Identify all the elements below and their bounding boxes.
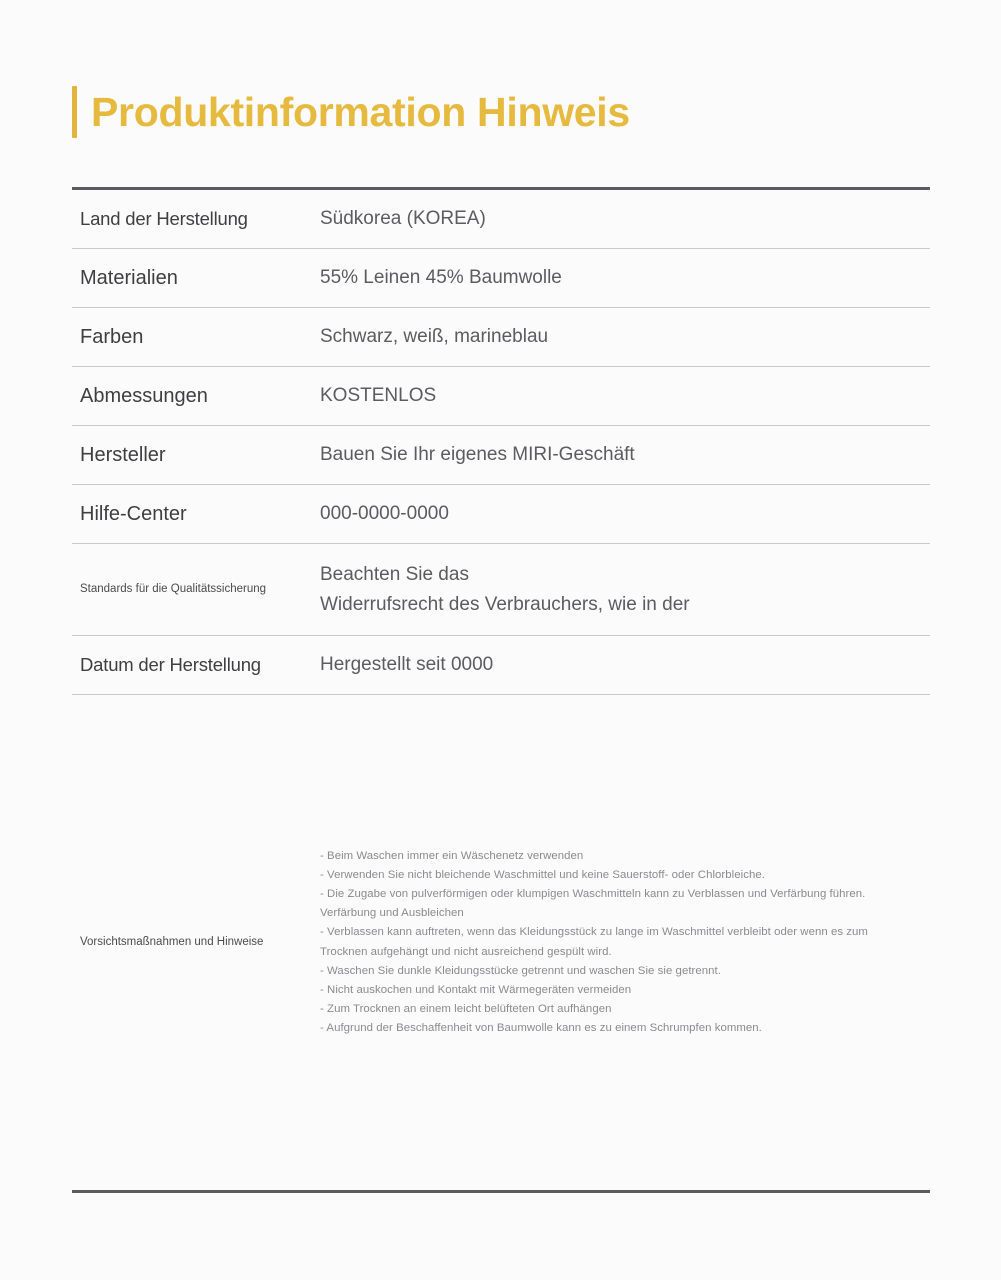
table-row bbox=[72, 249, 930, 308]
spec-label-date-of-manufacture: Datum der Herstellung bbox=[80, 654, 261, 676]
spec-value-precautions-and-notes bbox=[320, 847, 930, 1039]
list-item: - Nicht auskochen und Kontakt mit Wärmegeräten vermeiden bbox=[320, 983, 632, 996]
spec-label-colors: Farben bbox=[80, 325, 144, 348]
table-row bbox=[72, 426, 930, 485]
spec-value-date-of-manufacture: Hergestellt seit 0000 bbox=[320, 654, 494, 676]
table-row bbox=[72, 544, 930, 636]
table-row bbox=[72, 308, 930, 367]
spec-label-country-of-manufacture: Land der Herstellung bbox=[80, 208, 248, 230]
spec-label-manufacturer: Hersteller bbox=[80, 443, 166, 466]
table-row bbox=[72, 695, 930, 1190]
spec-label-quality-assurance-standards: Standards für die Qualitätssicherung bbox=[80, 583, 267, 596]
spec-value-colors: Schwarz, weiß, marineblau bbox=[320, 326, 549, 348]
table-row bbox=[72, 485, 930, 544]
list-item: - Zum Trocknen an einem leicht belüfteten Ort aufhängen bbox=[320, 1002, 612, 1015]
table-row bbox=[72, 190, 930, 249]
spec-value-manufacturer: Bauen Sie Ihr eigenes MIRI-Geschäft bbox=[320, 444, 635, 466]
spec-label-precautions-and-notes: Vorsichtsmaßnahmen und Hinweise bbox=[80, 936, 264, 949]
spec-value-quality-assurance-standards bbox=[320, 560, 930, 619]
spec-label-dimensions: Abmessungen bbox=[80, 384, 208, 407]
page-title bbox=[72, 86, 630, 138]
product-spec-table bbox=[72, 187, 930, 1193]
list-item: - Verwenden Sie nicht bleichende Waschmittel und keine Sauerstoff- oder Chlorbleiche. bbox=[320, 868, 765, 881]
list-item: Verfärbung und Ausbleichen bbox=[320, 907, 464, 920]
table-row bbox=[72, 367, 930, 426]
list-item: - Waschen Sie dunkle Kleidungsstücke getrennt und waschen Sie sie getrennt. bbox=[320, 964, 721, 977]
spec-value-country-of-manufacture: Südkorea (KOREA) bbox=[320, 208, 486, 230]
spec-value-help-center: 000-0000-0000 bbox=[320, 503, 449, 525]
page-title-text: Produktinformation Hinweis bbox=[91, 88, 630, 135]
quality-assurance-line-1: Beachten Sie das bbox=[320, 564, 469, 586]
spec-label-help-center: Hilfe-Center bbox=[80, 502, 187, 525]
title-accent-bar bbox=[72, 86, 77, 138]
precautions-note-list bbox=[320, 847, 930, 1039]
list-item: - Die Zugabe von pulverförmigen oder klumpigen Waschmitteln kann zu Verblassen und Verfärbung führen. bbox=[320, 888, 866, 901]
table-row bbox=[72, 636, 930, 695]
spec-value-materials: 55% Leinen 45% Baumwolle bbox=[320, 267, 562, 289]
list-item: - Aufgrund der Beschaffenheit von Baumwolle kann es zu einem Schrumpfen kommen. bbox=[320, 1022, 762, 1035]
spec-value-dimensions: KOSTENLOS bbox=[320, 385, 437, 407]
list-item: - Beim Waschen immer ein Wäschenetz verwenden bbox=[320, 849, 584, 862]
list-item: - Verblassen kann auftreten, wenn das Kleidungsstück zu lange im Waschmittel verbleibt oder wenn es zum bbox=[320, 926, 868, 939]
spec-label-materials: Materialien bbox=[80, 266, 178, 289]
quality-assurance-line-2: Widerrufsrecht des Verbrauchers, wie in der bbox=[320, 593, 690, 615]
list-item: Trocknen aufgehängt und nicht ausreichend gespült wird. bbox=[320, 945, 612, 958]
